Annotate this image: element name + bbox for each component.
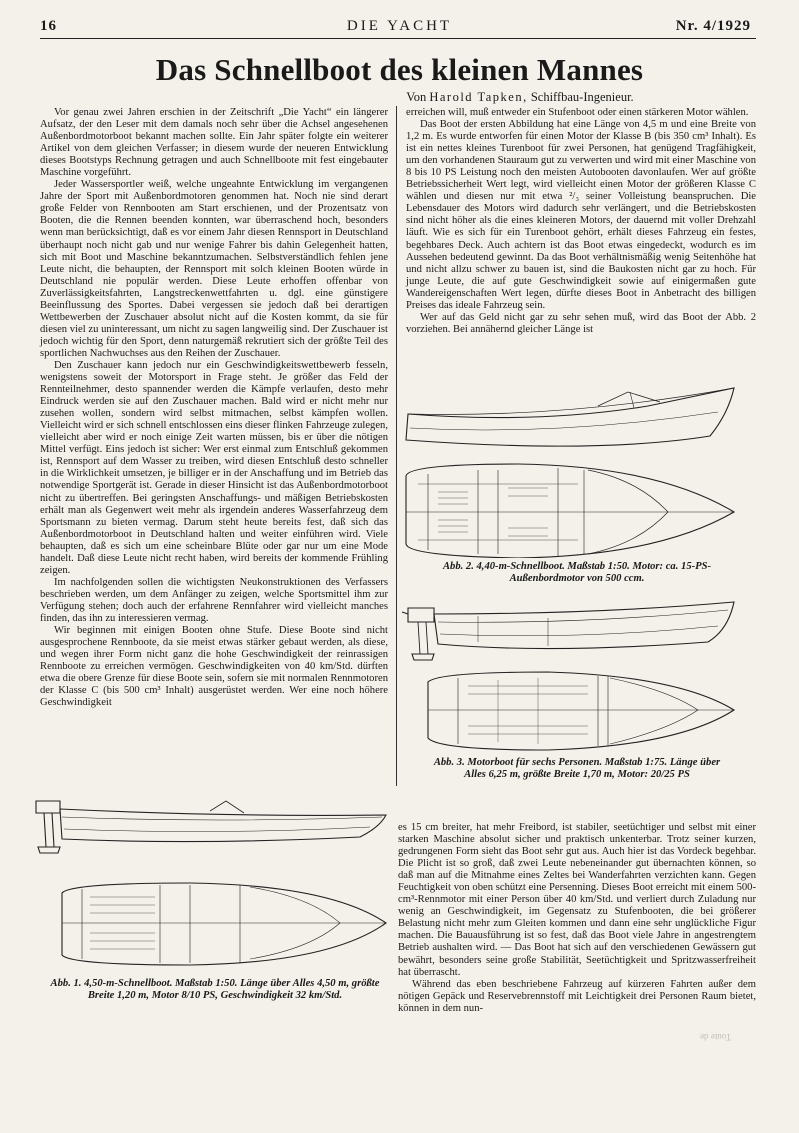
right-column-top — [406, 107, 756, 336]
paragraph: Wir beginnen mit einigen Booten ohne Stufe. Diese Boote sind nicht ausgesprochene Rennboote, da sie meist etwas stärker gebaut werden, als diese, und wegen ihrer Form nicht ganz die hohe Geschwindigkeit der reinrassigen Rennboote zu erreichen vermögen. Geschwindigkeiten von 40 km/Std. dürften etwa die obere Grenze für diese Boote sein, sofern sie mit normalen Rennmotoren der Klasse C (bis 500 cm³ Inhalt) ausgerüstet werden. Wer eine noch höhere Geschwindigkeit — [40, 625, 389, 709]
issue-number: Nr. 4/1929 — [675, 18, 751, 34]
paragraph: Das Boot der ersten Abbildung hat eine Länge von 4,5 m und eine Breite von 1,2 m. Es wurde entworfen für einen Motor der Klasse B (bis 350 cm³ Inhalt). Es ist ein nettes kleines Turenboot für zwei Personen, hat genügend Tragfähigkeit, um den vorhandenen Stauraum gut zu verwerten und wird mit einer Maschine von 8 bis 10 PS Leistung noch den meisten Autobooten davonlaufen. Wer auf größte Betriebssicherheit Wert legt, wird vielleicht einen Motor der größeren Klasse C wählen und diesen nur mit etwa ²/₃ seiner Volleistung beanspruchen. Die Lebensdauer des Motors wird dadurch sehr verlängert, und die Betriebskosten sind nicht höher als die eines kleineren Motors, der dauernd mit voller Drehzahl läuft. Wie es sich für ein Turenboot gehört, erhält dieses Fahrzeug ein festes, begehbares Deck. Auch achtern ist das Boot etwas eingedeckt, wodurch es im Aussehen bedeutend gewinnt. Da das Boot verhältnismäßig wenig Seitenhöhe hat und nicht allzu schwer zu bauen ist, sind die Baukosten nicht gar zu hoch. Für junge Leute, die auf gute Geschwindigkeit sowie auf einigermaßen gute Wandereigenschaften Wert legen, dürfte dieses Boot in Anbetracht des billigen Preises das ideale Fahrzeug sein. — [406, 119, 756, 311]
paragraph: Im nachfolgenden sollen die wichtigsten Neukonstruktionen des Verfassers beschrieben werden, um dem Anfänger zu zeigen, welche Sportsmittel ihm zur Verfügung stehen; doch auch der erfahrene Rennfahrer wird vielleicht manches finden, das ihn zu interessieren vermag. — [40, 576, 388, 624]
paragraph: erreichen will, muß entweder ein Stufenboot oder einen stärkeren Motor wählen. — [406, 107, 749, 118]
author-name: Harold Tapken, — [429, 90, 528, 104]
article-title: Das Schnellboot des kleinen Mannes — [155, 52, 644, 87]
paragraph: es 15 cm breiter, hat mehr Freibord, ist stabiler, seetüchtiger und selbst mit einer starken Maschine absolut sicher und praktisch unkenterbar. Trotz seiner kurzen, gedrungenen Form sieht das Boot sehr gut aus. Auch hier ist das Vordeck begehbar. Die Plicht ist so groß, daß zwei Leute nebeneinander gut übernachten können, so daß man auf die Mitnahme eines Zeltes bei Wanderfahrten verzichten kann. Gegen Feuchtigkeit von oben schützt eine Persenning. Dieses Boot erreicht mit einem 500-cm³-Rennmotor mit einer Person über 40 km/Std. und verliert durch Zuladung nur wenig an Geschwindigkeit, im Gegensatz zu Stufenbooten, die bei größerer Belastung nicht mehr zum Gleiten kommen und dann eine sehr unglückliche Figur machen. Die Bauausführung ist so fest, daß das Boot viele Jahre in angestrengtem Betrieb aushalten wird. — Das Boot hat sich auf den verschiedenen Gewässern gut bewährt, besonders seine große Stabilität, Seetüchtigkeit und Spritzwasserfreiheit hat überrascht. — [398, 822, 756, 978]
column-divider — [396, 106, 397, 786]
header-rule — [40, 38, 756, 39]
figure-2-boat-drawing — [398, 384, 756, 558]
page-number: 16 — [40, 18, 57, 34]
author-role: Schiffbau-Ingenieur. — [530, 90, 634, 104]
left-column — [40, 107, 388, 709]
paragraph: Vor genau zwei Jahren erschien in der Zeitschrift „Die Yacht“ ein längerer Aufsatz, der den Leser mit dem damals noch sehr über die Achsel angesehenen Außenbordmotorboot bekannt machen sollte. Ein Jahr später folgte ein weiterer Artikel von dem gleichen Verfasser; in diesem wurde der neueren Entwicklung dieses Bootstyps Rechnung getragen und auch Schnellboote mit fest eingebauter Maschine vorgeführt. — [40, 107, 388, 179]
right-column-bottom — [398, 822, 756, 1015]
magazine-name: DIE YACHT — [346, 18, 453, 34]
paragraph: Wer auf das Geld nicht gar zu sehr sehen muß, wird das Boot der Abb. 2 vorziehen. Bei annähernd gleicher Länge ist — [406, 311, 756, 335]
paragraph: Jeder Wassersportler weiß, welche ungeahnte Entwicklung im vergangenen Jahre der Sport mit Außenbordmotoren genommen hat. Noch nie sind derart große Felder von Rennbooten am Start erschienen, und der Prozentsatz von Booten, die die Rennen beenden konnten, war überraschend hoch, besonders wenn man berücksichtigt, daß es vor einem Jahr diesen Rennsport in Deutschland überhaupt noch nicht gab und nur wenige Fahrer bis dahin Gelegenheit hatten, sich mit Boot und Maschine bekanntzumachen. Selbstverständlich fehlen jene Leute nicht, die behaupten, der Rennsport mit solch kleinen Booten würde in Deutschland nie populär werden. Diese Leute erhoffen offenbar von Zuverlässigkeitsfahrten, Langstreckenwettfahrten u. dgl. eine günstigere Beeinflussung des Sportes. Dabei vergessen sie jedoch daß bei derartigen Wettbewerben der Zuschauer absolut nicht auf die Kosten kommt, da sie für diesen viel zu uninteressant, um nicht zu sagen langweilig sind. Der Zuschauer ist jedoch wichtig für den Sport, denn naturgemäß rekrutiert sich der größte Teil des sportlichen Nachwuchses aus den Reihen der Zuschauer. — [40, 179, 388, 359]
bleed-through-text: Toute de — [700, 1032, 732, 1042]
figure-2-caption — [398, 561, 756, 585]
figure-1-boat-drawing — [30, 797, 390, 975]
caption-line: Alles 6,25 m, größte Breite 1,70 m, Motor: 20/25 PS — [464, 769, 690, 780]
byline — [270, 90, 770, 105]
figure-1-caption: Abb. 1. 4,50-m-Schnellboot. Maßstab 1:50. Länge über Alles 4,50 m, größte Breite 1,20 m, Motor 8/10 PS, Geschwindigkeit 32 km/Std. — [50, 978, 380, 1001]
figure-3-boat-drawing — [398, 596, 756, 756]
paragraph: Den Zuschauer kann jedoch nur ein Geschwindigkeitswettbewerb fesseln, wenigstens soweit der Motorsport in Frage steht. Je größer das Feld der Rennteilnehmer, desto spannender werden die Kämpfe verlaufen, desto mehr Eindruck werden sie auf den Zuschauer machen. Bald wird er nicht mehr nur zusehen wollen, sondern wird selbst mitmachen, selbst kämpfen wollen. Vielleicht wird er sich schnell entschlossen eins dieser flinken Fahrzeuge zulegen, vielleicht aber wird er noch einige Zeit warten müssen, bis er über die nötigen Mittel verfügt. Eins jedoch ist sicher: Wer erst einmal zum Entschluß gekommen ist, Rennsport auf dem Wasser zu treiben, wird diesen Entschluß desto schneller in die Wirklichkeit umsetzen, je billiger er in der Anschaffung und im Betrieb das notwendige Sportgerät ist. Gerade in dieser Hinsicht ist das Außenbordmotorboot nicht zu übertreffen. Bei geringsten Anschaffungs- und mäßigen Betriebskosten erhält man als Gegenwert weit mehr als irgendein anderes Wasserfahrzeug dem Sportsmann zu bieten vermag. Darum steht heute bereits fest, daß sich das Außenbordmotorboot in Deutschland halten und weiter einführen wird. Viele behaupten, daß es sich um eine scheinbare Blüte oder gar nur um eine Mode handelt. Daß diese Leute nicht recht haben, wird bereits der kommende Frühling zeigen. — [40, 359, 388, 576]
byline-prefix: Von — [406, 90, 427, 104]
paragraph: Während das eben beschriebene Fahrzeug auf kürzeren Fahrten außer dem nötigen Gepäck und Reservebrennstoff mit Leichtigkeit drei Personen Raum bietet, können in dem nun- — [398, 978, 756, 1014]
caption-line: Abb. 2. 4,40-m-Schnellboot. Maßstab 1:50. Motor: ca. 15-PS- — [442, 561, 712, 572]
caption-line: Außenbordmotor von 500 ccm. — [509, 573, 645, 584]
figure-3-caption — [398, 757, 756, 781]
caption-line: Abb. 3. Motorboot für sechs Personen. Maßstab 1:75. Länge über — [433, 757, 721, 768]
